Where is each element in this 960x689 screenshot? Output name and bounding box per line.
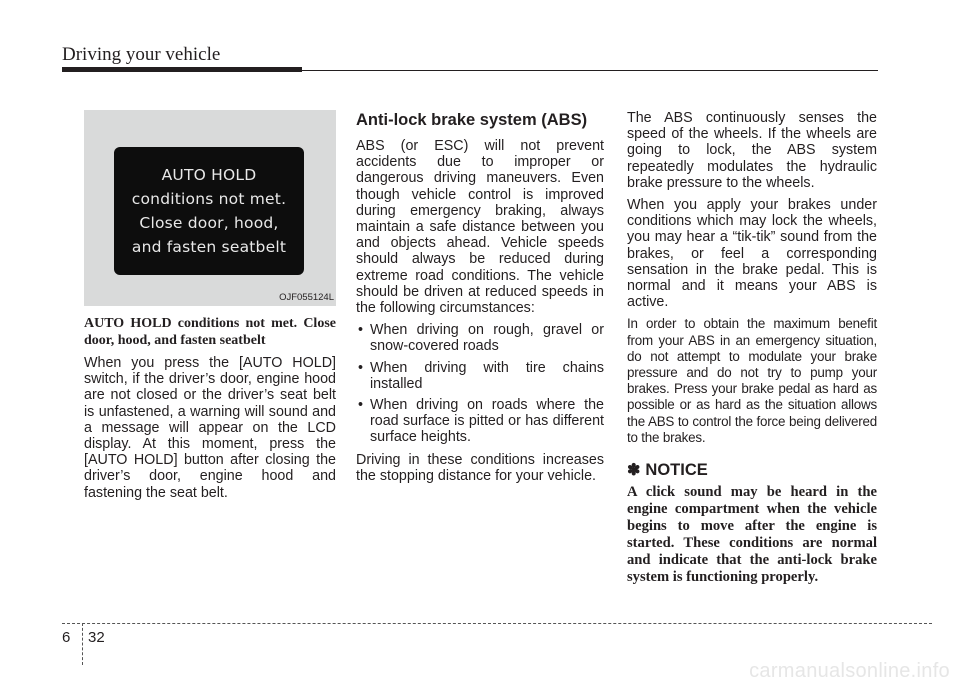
notice-title: NOTICE	[645, 460, 708, 479]
notice-text: A click sound may be heard in the engine compartment when the vehicle begins to move after the engine is started. These conditions are normal and indicate that the anti-lock brake system is functioning properly.	[627, 484, 877, 586]
abs-heading: Anti-lock brake system (ABS)	[356, 111, 588, 129]
abs-closing: Driving in these conditions increases the stopping distance for your vehicle.	[356, 451, 604, 484]
header-rule-thin	[302, 70, 878, 71]
abs-intro: ABS (or ESC) will not prevent accidents due to improper or dangerous driving maneuvers. Even though vehicle control is improved during emergency braking, always maintain a safe distance between you and objects ahead. Vehicle speeds should always be reduced during extreme road conditions. The vehicle should be driven at reduced speeds in the following circumstances:	[356, 138, 604, 317]
abs-para-1: The ABS continuously senses the speed of the wheels. If the wheels are going to lock, the ABS system repeatedly modulates the hydraulic brake pressure to the wheels.	[627, 110, 877, 191]
notice-asterisk-icon: ✽	[627, 462, 641, 480]
abs-para-2: When you apply your brakes under conditions which may lock the wheels, you may hear a “tik-tik” sound from the brakes, or feel a corresponding sensation in the brake pedal. This is normal and it means your ABS is active.	[627, 197, 877, 311]
lcd-figure	[84, 110, 336, 306]
header-title: Driving your vehicle	[62, 44, 221, 65]
lcd-message: AUTO HOLD conditions not met. Close door, hood, and fasten seatbelt	[131, 166, 287, 256]
lcd-display	[114, 147, 304, 275]
list-item: • When driving with tire chains installed	[356, 360, 604, 392]
header-rule	[62, 67, 302, 72]
list-item: • When driving on roads where the road surface is pitted or has different surface heights.	[356, 397, 604, 446]
right-column	[627, 110, 877, 586]
page-number: 32	[88, 629, 105, 646]
watermark: carmanualsonline.info	[749, 660, 950, 682]
figure-code: OJF055124L	[279, 292, 334, 303]
auto-hold-paragraph: When you press the [AUTO HOLD] switch, if the driver’s door, engine hood are not closed or the driver’s seat belt is unfastened, a warning will sound and a message will appear on the LCD display. At this moment, press the [AUTO HOLD] button after closing the driver’s door, engine hood and fastening the seat belt.	[84, 355, 336, 501]
chapter-number: 6	[62, 629, 71, 646]
abs-para-3: In order to obtain the maximum benefit from your ABS in an emergency situation, do not attempt to modulate your brake pressure and do not try to pump your brakes. Press your brake pedal as hard as possible or as hard as the situation allows the ABS to control the force being delivered to the brakes.	[627, 316, 877, 445]
footer-rule	[62, 623, 932, 624]
figure-caption: AUTO HOLD conditions not met. Close door, hood, and fasten seatbelt	[84, 316, 336, 348]
list-item: • When driving on rough, gravel or snow-covered roads	[356, 322, 604, 354]
notice-heading	[627, 460, 877, 480]
left-column	[84, 110, 336, 507]
middle-column	[356, 110, 604, 490]
footer-divider	[82, 623, 83, 665]
circumstance-list	[356, 322, 604, 445]
